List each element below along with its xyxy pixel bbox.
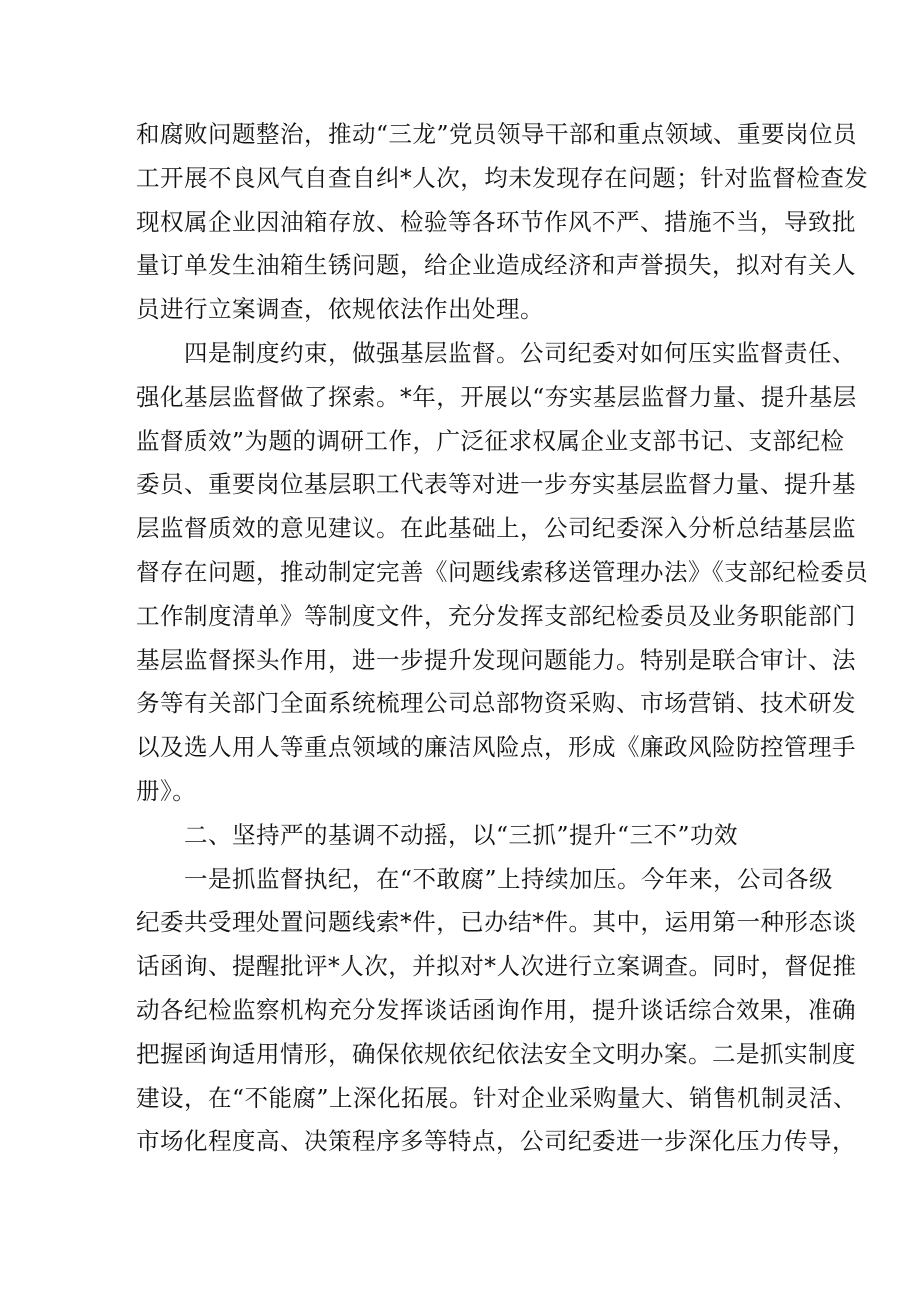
text-line: 市场化程度高、决策程序多等特点，公司纪委进一步深化压力传导，	[136, 1127, 856, 1156]
text-line: 监督质效”为题的调研工作，广泛征求权属企业支部书记、支部纪检	[136, 426, 845, 455]
text-line: 四是制度约束，做强基层监督。公司纪委对如何压实监督责任、	[184, 338, 856, 367]
text-line: 一是抓监督执纪，在“不敢腐”上持续加压。今年来，公司各级	[184, 864, 834, 893]
text-line: 委员、重要岗位基层职工代表等对进一步夯实基层监督力量、提升基	[136, 470, 856, 499]
text-line: 工开展不良风气自查自纠*人次，均未发现存在问题；针对监督检查发	[136, 163, 869, 192]
text-line: 层监督质效的意见建议。在此基础上，公司纪委深入分析总结基层监	[136, 514, 856, 543]
document-body	[136, 113, 869, 1164]
text-line: 强化基层监督做了探索。*年，开展以“夯实基层监督力量、提升基层	[136, 382, 857, 411]
text-line: 把握函询适用情形，确保依规依纪依法安全文明办案。二是抓实制度	[136, 1039, 856, 1068]
text-line: 二、坚持严的基调不动摇，以“三抓”提升“三不”功效	[184, 820, 739, 849]
text-line: 纪委共受理处置问题线索*件，已办结*件。其中，运用第一种形态谈	[136, 908, 857, 937]
text-line: 和腐败问题整治，推动“三龙”党员领导干部和重点领域、重要岗位员	[136, 120, 858, 148]
text-line: 话函询、提醒批评*人次，并拟对*人次进行立案调查。同时，督促推	[136, 952, 857, 981]
text-line: 动各纪检监察机构充分发挥谈话函询作用，提升谈话综合效果，准确	[136, 995, 856, 1024]
text-line: 以及选人用人等重点领域的廉洁风险点，形成《廉政风险防控管理手	[136, 733, 856, 762]
text-line: 建设，在“不能腐”上深化拓展。针对企业采购量大、销售机制灵活、	[136, 1083, 858, 1112]
text-line: 员进行立案调查，依规依法作出处理。	[136, 295, 544, 324]
text-line: 现权属企业因油箱存放、检验等各环节作风不严、措施不当，导致批	[136, 207, 856, 236]
text-line: 基层监督探头作用，进一步提升发现问题能力。特别是联合审计、法	[136, 645, 856, 674]
text-line: 册》。	[136, 776, 197, 805]
text-line: 量订单发生油箱生锈问题，给企业造成经济和声誉损失，拟对有关人	[136, 251, 856, 280]
text-line: 务等有关部门全面系统梳理公司总部物资采购、市场营销、技术研发	[136, 689, 856, 718]
text-line: 督存在问题，推动制定完善《问题线索移送管理办法》《支部纪检委员	[136, 557, 869, 586]
text-line: 工作制度清单》等制度文件，充分发挥支部纪检委员及业务职能部门	[136, 601, 856, 630]
